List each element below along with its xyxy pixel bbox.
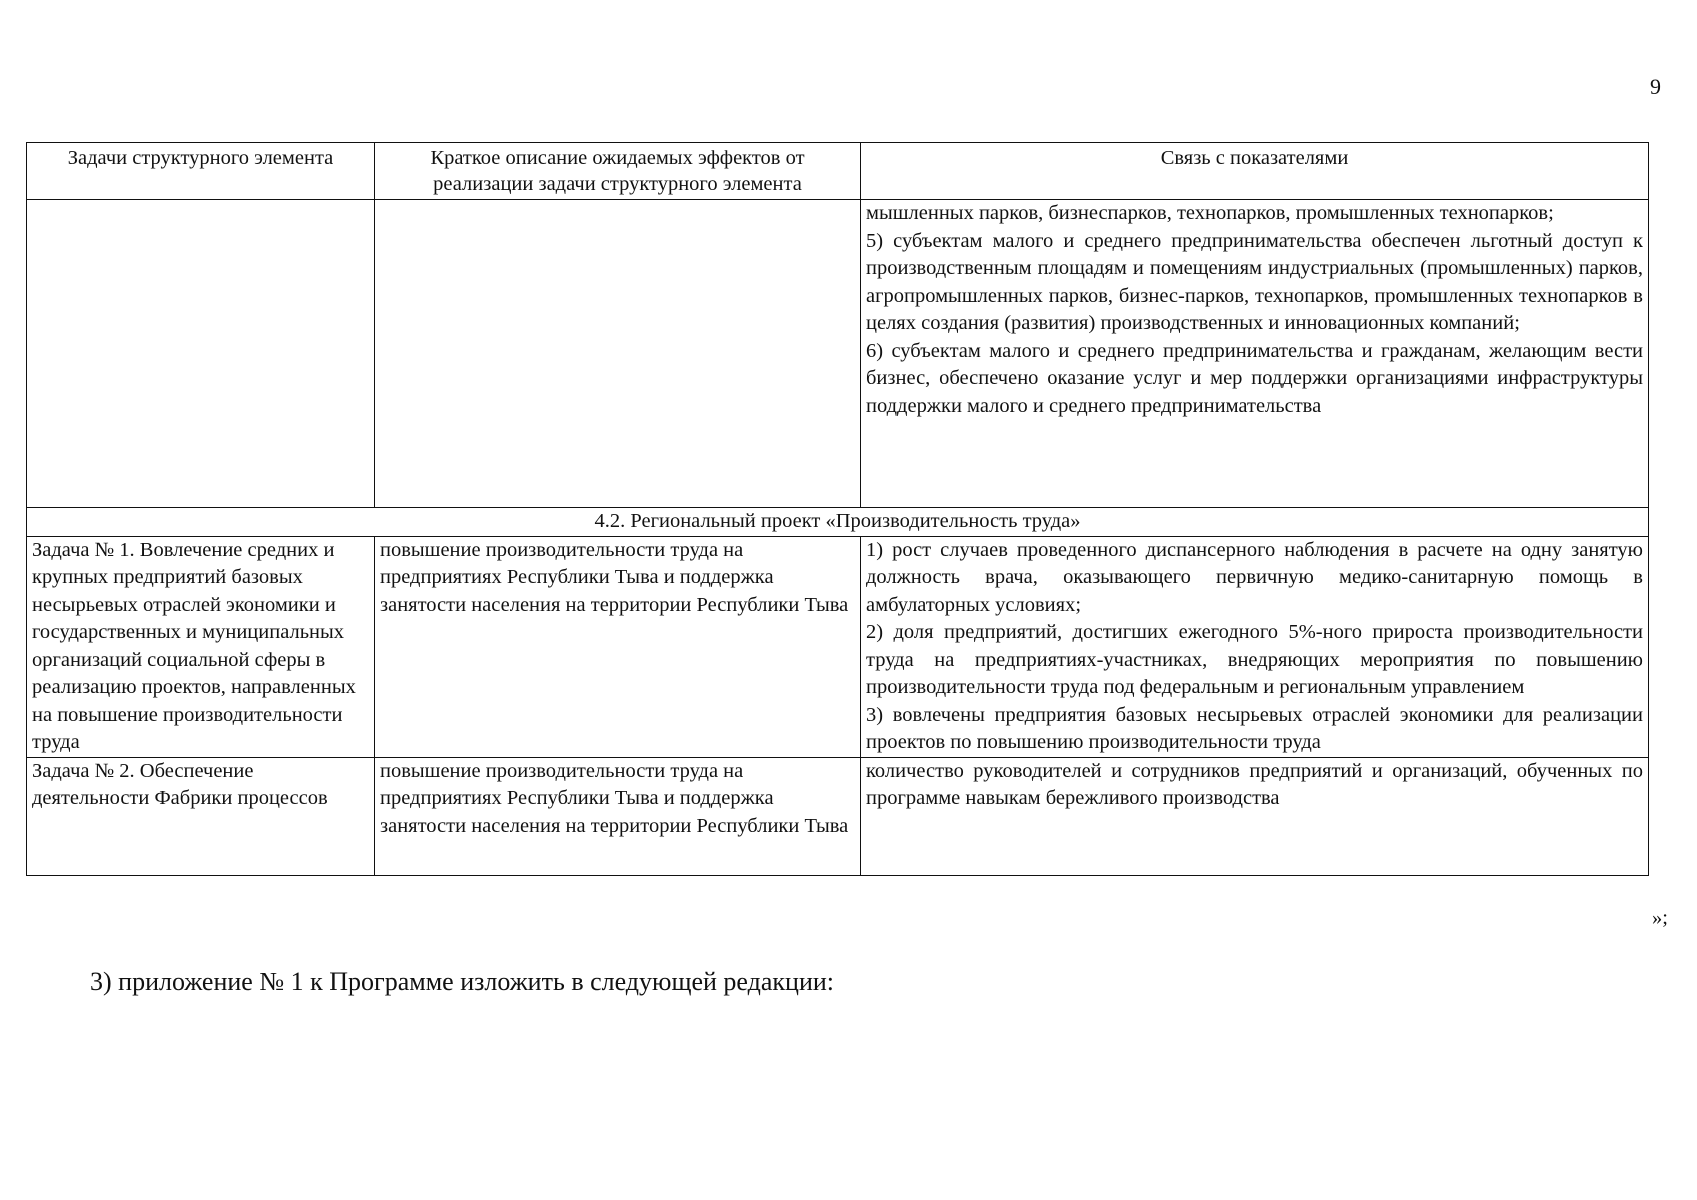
section-title: 4.2. Региональный проект «Производительность труда» (27, 508, 1649, 537)
effect-cell: повышение производительности труда на предприятиях Республики Тыва и поддержка занятости населения на территории Республики Тыва (375, 536, 861, 757)
effect-cell (375, 200, 861, 508)
continuation-row (27, 200, 1649, 508)
table-row (27, 536, 1649, 757)
indicators-cell (861, 757, 1649, 875)
task-cell: Задача № 1. Вовлечение средних и крупных предприятий базовых несырьевых отраслей экономики и государственных и муниципальных организаций социальной сферы в реализацию проектов, направленных на повышение производительности труда (27, 536, 375, 757)
header-tasks: Задачи структурного элемента (27, 143, 375, 200)
tasks-table (26, 142, 1649, 876)
task-cell: Задача № 2. Обеспечение деятельности Фабрики процессов (27, 757, 375, 875)
header-effects: Краткое описание ожидаемых эффектов от реализации задачи структурного элемента (375, 143, 861, 200)
indicators-cell (861, 536, 1649, 757)
section-row (27, 508, 1649, 537)
effect-cell: повышение производительности труда на предприятиях Республики Тыва и поддержка занятости населения на территории Республики Тыва (375, 757, 861, 875)
indicator-item: 6) субъектам малого и среднего предпринимательства и гражданам, желающим вести бизнес, обеспечено оказание услуг и мер поддержки организациями инфраструктуры поддержки малого и среднего предпринимательства (866, 339, 1643, 417)
indicator-item: количество руководителей и сотрудников предприятий и организаций, обученных по программе навыкам бережливого производства (866, 759, 1643, 809)
indicators-cell (861, 200, 1649, 508)
closing-quote-mark: »; (1652, 907, 1668, 929)
indicator-item: мышленных парков, бизнеспарков, технопарков, промышленных технопарков; (866, 202, 1554, 224)
indicator-item: 2) доля предприятий, достигших ежегодного 5%-ного прироста производительности труда на предприятиях-участниках, внедряющих мероприятия по повышению производительности труда под федеральным и региональным управлением (866, 621, 1643, 698)
indicator-item: 5) субъектам малого и среднего предпринимательства обеспечен льготный доступ к производственным площадям и помещениям индустриальных (промышленных) парков, агропромышленных парков, бизнес-парков, технопарков, промышленных технопарков в целях создания (развития) производственных и инновационных компаний; (866, 229, 1643, 334)
amendment-paragraph: 3) приложение № 1 к Программе изложить в следующей редакции: (90, 967, 834, 996)
task-cell (27, 200, 375, 508)
indicator-item: 1) рост случаев проведенного диспансерного наблюдения в расчете на одну занятую должность врача, оказывающего первичную медико-санитарную помощь в амбулаторных условиях; (866, 538, 1643, 616)
indicator-item: 3) вовлечены предприятия базовых несырьевых отраслей экономики для реализации проектов по повышению производительности труда (866, 703, 1643, 753)
page-number: 9 (1650, 74, 1661, 99)
table-row (27, 757, 1649, 875)
header-indicators: Связь с показателями (861, 143, 1649, 200)
table-header-row (27, 143, 1649, 200)
